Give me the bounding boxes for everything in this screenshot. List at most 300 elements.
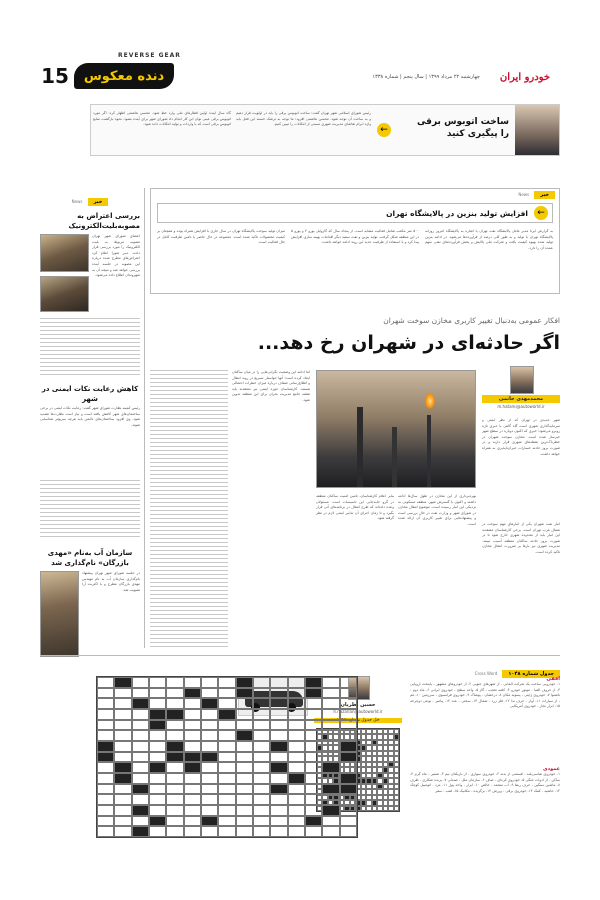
- sidebar-story1-headline: بررسی اعتراض به مصوبه‌بلیت‌الکترونیک: [68, 212, 140, 230]
- author-email: m.hatami@autoworld.ir: [497, 404, 545, 409]
- crossword-cell[interactable]: [97, 730, 114, 741]
- crossword-cell[interactable]: [149, 741, 166, 752]
- crossword-cell[interactable]: [132, 816, 149, 827]
- crossword-cell[interactable]: [270, 720, 287, 731]
- crossword-cell[interactable]: [149, 826, 166, 837]
- crossword-cell[interactable]: [340, 752, 357, 763]
- crossword-cell[interactable]: [340, 688, 357, 699]
- crossword-cell[interactable]: [322, 816, 339, 827]
- crossword-cell[interactable]: [322, 688, 339, 699]
- crossword-cell[interactable]: [114, 752, 131, 763]
- crossword-cell[interactable]: [184, 816, 201, 827]
- crossword-cell[interactable]: [149, 698, 166, 709]
- crossword-cell[interactable]: [132, 762, 149, 773]
- crossword-cell[interactable]: [288, 709, 305, 720]
- crossword-cell[interactable]: [305, 709, 322, 720]
- crossword-cell[interactable]: [270, 752, 287, 763]
- crossword-cell[interactable]: [184, 805, 201, 816]
- crossword-grid[interactable]: [96, 676, 358, 838]
- crossword-cell[interactable]: [340, 709, 357, 720]
- crossword-cell[interactable]: [114, 741, 131, 752]
- crossword-cell[interactable]: [132, 688, 149, 699]
- crossword-cell[interactable]: [253, 688, 270, 699]
- crossword-cell[interactable]: [253, 826, 270, 837]
- crossword-cell[interactable]: [340, 741, 357, 752]
- crossword-cell[interactable]: [114, 826, 131, 837]
- crossword-cell[interactable]: [322, 730, 339, 741]
- crossword-cell[interactable]: [372, 806, 377, 811]
- top-news-col1: به گزارش ایرنا مدیر عامل پالایشگاه نفت تهران با اشاره به پالایشگاه امروز روزانه پالایشگاه تهران با تولید و به طور کلی درصد از فرآورده‌ها می‌شود. در ادامه بنزین تولید شده بهبود کیفیت یافت و شرکت ملی پالایش و پخش فرآورده‌های نفتی سهم عمده آن را دارد.: [425, 229, 553, 250]
- crossword-cell[interactable]: [97, 826, 114, 837]
- crossword-cell[interactable]: [184, 720, 201, 731]
- crossword-cell[interactable]: [149, 816, 166, 827]
- crossword-cell[interactable]: [166, 794, 183, 805]
- crossword-cell[interactable]: [218, 698, 235, 709]
- date-line: چهارشنبه ۲۲ مرداد ۱۳۹۹ | سال پنجم | شماره ۱۳۳۸: [372, 74, 480, 80]
- designer-email: h.nazarian@autoworld.ir: [333, 709, 383, 714]
- crossword-cell[interactable]: [166, 773, 183, 784]
- crossword-cell[interactable]: [149, 752, 166, 763]
- author-box: [482, 366, 560, 414]
- crossword-cell[interactable]: [166, 677, 183, 688]
- crossword-cell[interactable]: [166, 730, 183, 741]
- crossword-cell[interactable]: [97, 698, 114, 709]
- crossword-cell[interactable]: [149, 709, 166, 720]
- masthead: [40, 52, 560, 98]
- crossword-cell[interactable]: [305, 762, 322, 773]
- crossword-cell[interactable]: [288, 773, 305, 784]
- crossword-cell[interactable]: [288, 794, 305, 805]
- crossword-cell[interactable]: [340, 762, 357, 773]
- crossword-cell[interactable]: [218, 688, 235, 699]
- crossword-cell[interactable]: [236, 709, 253, 720]
- crossword-cell[interactable]: [201, 762, 218, 773]
- crossword-cell[interactable]: [114, 698, 131, 709]
- crossword-cell[interactable]: [149, 784, 166, 795]
- crossword-cell[interactable]: [270, 762, 287, 773]
- crossword-cell[interactable]: [322, 741, 339, 752]
- crossword-cell[interactable]: [166, 752, 183, 763]
- crossword-cell[interactable]: [288, 698, 305, 709]
- crossword-cell[interactable]: [236, 826, 253, 837]
- crossword-cell[interactable]: [132, 730, 149, 741]
- crossword-cell[interactable]: [253, 773, 270, 784]
- crossword-cell[interactable]: [322, 720, 339, 731]
- crossword-cell[interactable]: [218, 794, 235, 805]
- crossword-label-text: جدول شماره ۱۰۴۸: [502, 670, 560, 678]
- crossword-cell[interactable]: [201, 688, 218, 699]
- crossword-cell[interactable]: [305, 720, 322, 731]
- crossword-cell[interactable]: [340, 784, 357, 795]
- crossword-cell[interactable]: [97, 784, 114, 795]
- crossword-cell[interactable]: [305, 816, 322, 827]
- crossword-cell[interactable]: [340, 794, 357, 805]
- crossword-cell[interactable]: [322, 773, 339, 784]
- crossword-cell[interactable]: [288, 784, 305, 795]
- crossword-cell[interactable]: [340, 698, 357, 709]
- sidebar-story1-photo-2: [40, 276, 89, 312]
- crossword-across: [410, 676, 560, 762]
- crossword-cell[interactable]: [218, 677, 235, 688]
- crossword-cell[interactable]: [97, 720, 114, 731]
- crossword-cell[interactable]: [97, 752, 114, 763]
- crossword-cell[interactable]: [184, 794, 201, 805]
- crossword-cell[interactable]: [288, 688, 305, 699]
- crossword-cell[interactable]: [201, 677, 218, 688]
- crossword-cell[interactable]: [149, 773, 166, 784]
- crossword-cell[interactable]: [166, 698, 183, 709]
- crossword-cell[interactable]: [201, 752, 218, 763]
- crossword-cell[interactable]: [184, 698, 201, 709]
- crossword-cell[interactable]: [97, 741, 114, 752]
- crossword-cell[interactable]: [132, 720, 149, 731]
- crossword-cell[interactable]: [340, 826, 357, 837]
- crossword-cell[interactable]: [218, 720, 235, 731]
- crossword-cell[interactable]: [114, 816, 131, 827]
- crossword-cell[interactable]: [340, 720, 357, 731]
- crossword-cell[interactable]: [132, 794, 149, 805]
- crossword-cell[interactable]: [253, 709, 270, 720]
- crossword-cell[interactable]: [366, 806, 371, 811]
- crossword-cell[interactable]: [184, 784, 201, 795]
- crossword-cell[interactable]: [184, 773, 201, 784]
- crossword-cell[interactable]: [236, 688, 253, 699]
- crossword-cell[interactable]: [253, 698, 270, 709]
- crossword-cell[interactable]: [270, 826, 287, 837]
- crossword-cell[interactable]: [305, 741, 322, 752]
- crossword-cell[interactable]: [288, 762, 305, 773]
- crossword-cell[interactable]: [132, 677, 149, 688]
- crossword-cell[interactable]: [184, 741, 201, 752]
- crossword-cell[interactable]: [166, 688, 183, 699]
- crossword-cell[interactable]: [305, 730, 322, 741]
- crossword-cell[interactable]: [201, 794, 218, 805]
- paper-logo-text: خودرو ایران: [499, 71, 551, 83]
- crossword-cell[interactable]: [236, 762, 253, 773]
- crossword-cell[interactable]: [253, 816, 270, 827]
- crossword-cell[interactable]: [114, 709, 131, 720]
- crossword-cell[interactable]: [132, 709, 149, 720]
- crossword-cell[interactable]: [236, 677, 253, 688]
- crossword-cell[interactable]: [97, 709, 114, 720]
- main-photo: [316, 370, 476, 488]
- crossword-cell[interactable]: [305, 794, 322, 805]
- banner-col1: رئیس شورای اسلامی شهر تهران گفت: ساخت اتوبوس برقی را باید در اولویت قرار دهیم و به ساخت آن توجه شود. محسن هاشمی افزود: ما توجه به ترشک خسته این فعل باید واژه ابرام تقاضای مدیریت شهری نسبتی از امکانات را تبیین کنیم.: [236, 111, 371, 127]
- crossword-cell[interactable]: [305, 698, 322, 709]
- photo-flame: [425, 393, 435, 409]
- crossword-cell[interactable]: [132, 805, 149, 816]
- sidebar-story3-photo: [40, 571, 79, 657]
- crossword-cell[interactable]: [322, 805, 339, 816]
- crossword-cell[interactable]: [114, 688, 131, 699]
- photo-chimney-2: [392, 427, 397, 487]
- crossword-cell[interactable]: [149, 688, 166, 699]
- crossword-cell[interactable]: [305, 688, 322, 699]
- top-news-headline-row: [157, 203, 553, 223]
- crossword-cell[interactable]: [322, 784, 339, 795]
- banner-headline-line1: ساخت اتوبوس برقی: [416, 117, 509, 127]
- crossword-cell[interactable]: [149, 762, 166, 773]
- crossword-cell[interactable]: [322, 709, 339, 720]
- crossword-cell[interactable]: [149, 720, 166, 731]
- banner-arrow-icon: ←: [377, 123, 391, 137]
- crossword-cell[interactable]: [201, 773, 218, 784]
- crossword-cell[interactable]: [270, 794, 287, 805]
- sidebar-story1-photo: [40, 234, 89, 272]
- crossword-cell[interactable]: [288, 741, 305, 752]
- section-title-badge: [74, 63, 174, 89]
- crossword-cell[interactable]: [236, 698, 253, 709]
- crossword-cell[interactable]: [322, 698, 339, 709]
- section-title: دنده معکوس: [83, 68, 165, 84]
- main-body3: بنابر اعلام کارشناسان، تامین امنیت ساکنان منطقه در گرو جابه‌جایی این تاسیسات است. مسئولان وعده داده‌اند که طرح انتقال در برنامه‌های آتی قرار بگیرد و تا زمان اجرای آن تدابیر ایمنی لازم در نظر گرفته شود.: [316, 494, 394, 521]
- crossword-cell[interactable]: [166, 826, 183, 837]
- crossword-cell[interactable]: [218, 709, 235, 720]
- crossword-down: [410, 766, 560, 842]
- top-news-col3: میزان تولید سوخت پالایشگاه تهران در سال جاری با افزایش همراه بوده و همچنان بر کیفیت محصولات تاکید شده است. مجموعه در حال حاضر با تامین ظرفیت کامل در حال فعالیت است.: [157, 229, 285, 245]
- crossword-cell[interactable]: [288, 816, 305, 827]
- crossword-cell[interactable]: [253, 730, 270, 741]
- crossword-cell[interactable]: [270, 816, 287, 827]
- crossword-cell[interactable]: [236, 741, 253, 752]
- across-title: افقی: [546, 676, 560, 682]
- main-headline: اگر حادثه‌ای در شهران رخ دهد...: [257, 332, 560, 354]
- crossword-cell[interactable]: [184, 752, 201, 763]
- crossword-cell[interactable]: [201, 698, 218, 709]
- crossword-cell[interactable]: [149, 794, 166, 805]
- crossword-cell[interactable]: [270, 773, 287, 784]
- down-clues: ۱- خودروی شاسی‌بلند - قسمتی از بدنه ۲- خودروی سواری - از بازیکنان تیم ۳- ضمیر - ماه گرم ۴- ساکن - از ادوات جنگی ۵- خودروی کره‌ای - صاف ۶- سازمان ملل - صندلی ۷- پرنده شکاری - ظرف ۸- ماشین سنگین - حرف ربط ۹- آب منجمد - خالص ۱۰- ابزار - واحد پول ۱۱- مرد - اتومبیل کوچک ۱۲- حاشیه - کمک ۱۳- خودروی برقی - ورزش ۱۴- برگزیده - مکانیک ۱۵- لقب - سفر: [410, 772, 560, 793]
- crossword-cell[interactable]: [97, 762, 114, 773]
- paper-logo: [490, 68, 560, 86]
- crossword-cell[interactable]: [305, 805, 322, 816]
- crossword-cell[interactable]: [166, 762, 183, 773]
- crossword-cell[interactable]: [340, 805, 357, 816]
- crossword-cell[interactable]: [184, 730, 201, 741]
- crossword-cell[interactable]: [166, 816, 183, 827]
- main-article: [150, 316, 560, 651]
- crossword-cell[interactable]: [166, 720, 183, 731]
- crossword-cell[interactable]: [270, 805, 287, 816]
- crossword-cell[interactable]: [201, 720, 218, 731]
- sidebar-story1-body: اعضای شورای شهر تهران مصوبه مربوط به بلیت الکترونیک را مورد بررسی قرار دادند. دبیر شورا اعلام کرد اعتراض‌های مطرح شده درباره این مصوبه در جلسه آینده بررسی خواهد شد و نتیجه آن به شهروندان اطلاع داده می‌شود.: [92, 234, 140, 278]
- crossword-cell[interactable]: [253, 720, 270, 731]
- top-news-col2: ۵۰۰ متر مکعب شامل فعالیت مشابه است. از پنجاه سال که گازوئیل یورو ۴ و یورو ۵ در این منطقه شکل گرفت، تولید بنزین و نفت سفید دیگر اقدامات بهینه سازی افزایش پیدا کرد و با استفاده از ظرفیت جدید این روند ادامه خواهد داشت.: [291, 229, 419, 245]
- crossword-cell[interactable]: [149, 677, 166, 688]
- top-news: [150, 188, 560, 294]
- sidebar-story2-continued: [40, 480, 140, 540]
- crossword-cell[interactable]: [132, 752, 149, 763]
- sidebar-divider: [144, 188, 145, 648]
- crossword-cell[interactable]: [388, 806, 393, 811]
- crossword-cell[interactable]: [218, 816, 235, 827]
- main-body1: انبار نفت شهران یکی از انبارهای مهم سوخت در شمال غرب تهران است. برخی کارشناسان معتقدند این انبار باید از محدوده شهری خارج شود تا در صورت بروز حادثه ساکنان منطقه آسیب نبینند. مدیریت شهری نیز بارها بر ضرورت انتقال مخازن تاکید کرده است.: [482, 522, 560, 554]
- crossword-cell[interactable]: [218, 784, 235, 795]
- sidebar-label-text: خبر: [88, 198, 109, 206]
- crossword-cell[interactable]: [218, 762, 235, 773]
- crossword-cell[interactable]: [305, 773, 322, 784]
- banner-headline: [399, 117, 509, 139]
- crossword-cell[interactable]: [288, 677, 305, 688]
- crossword-cell[interactable]: [201, 709, 218, 720]
- crossword-cell[interactable]: [236, 816, 253, 827]
- main-body5: [150, 370, 228, 648]
- author-avatar: [510, 366, 534, 394]
- crossword-cell[interactable]: [340, 730, 357, 741]
- crossword-cell[interactable]: [236, 730, 253, 741]
- crossword-cell[interactable]: [236, 794, 253, 805]
- main-lead: شهر جدیدی در تهران که از نظر ایمنی و سرمایه‌گذاری شهری است گاه گاهی با خبری تازه روبرو می‌شود؛ خبری که اکنون دوباره در سطح شهر خبرساز شده است. مخازن سوخت شهران در خطرناک‌ترین نقطه‌های شهری قرار دارند و در صورت بروز حادثه خسارات جبران‌ناپذیری به همراه خواهد داشت.: [482, 418, 560, 456]
- top-news-arrow-icon: ←: [534, 206, 548, 220]
- crossword-cell[interactable]: [322, 762, 339, 773]
- section-divider: [40, 655, 560, 656]
- top-news-label-en: News: [518, 192, 530, 197]
- across-clues: ۱- خودرویی ساخت یک شرکت آلمانی - از شهرهای جنوبی ۲- از خودروهای مشهور - پایتخت اروپایی ۳- از حروف الفبا - موتور خودرو ۴- کلمه تعجب - گاز ۵- واحد سطح - خودروی ایرانی ۶- ماه دوم - ناشنوا ۷- خودروی ژاپنی - پسوند مکان ۸- درخشان - پوشاک ۹- خودروی فرانسوی - سرزمین ۱۰- غم - از سیارات ۱۱- آواز - حرف ندا ۱۲- فلز زرد - شمال ۱۳- سختی - عدد ۱۴- پیامبر - نوعی دوچرخه ۱۵- ابزار نجار - خودروی آمریکایی: [410, 682, 560, 709]
- banner-story: [90, 104, 560, 156]
- crossword-cell[interactable]: [288, 720, 305, 731]
- crossword-cell[interactable]: [218, 741, 235, 752]
- crossword-cell[interactable]: [114, 677, 131, 688]
- crossword-cell[interactable]: [132, 826, 149, 837]
- sidebar-story3-headline: سازمان آب به‌نام «مهدی بازرگان» نام‌گذاری شد: [47, 549, 133, 567]
- crossword-cell[interactable]: [97, 805, 114, 816]
- crossword-cell[interactable]: [201, 805, 218, 816]
- top-news-headline: افزایش تولید بنزین در پالایشگاه تهران: [386, 208, 528, 218]
- top-news-label: [518, 181, 555, 200]
- photo-chimney-1: [357, 407, 363, 487]
- crossword-cell[interactable]: [132, 741, 149, 752]
- crossword-cell[interactable]: [322, 677, 339, 688]
- crossword-cell[interactable]: [218, 752, 235, 763]
- crossword-cell[interactable]: [340, 816, 357, 827]
- main-kicker: افکار عمومی به‌دنبال تغییر کاربری مخازن سوخت شهران: [383, 316, 560, 325]
- crossword-cell[interactable]: [270, 784, 287, 795]
- crossword-cell[interactable]: [184, 688, 201, 699]
- crossword-cell[interactable]: [166, 709, 183, 720]
- sidebar-label: [40, 188, 140, 207]
- designer-name: حسین نظریان: [340, 702, 376, 708]
- crossword-cell[interactable]: [184, 709, 201, 720]
- crossword-cell[interactable]: [114, 784, 131, 795]
- sidebar-story1-continued: [40, 318, 140, 376]
- crossword-cell[interactable]: [184, 826, 201, 837]
- crossword-cell[interactable]: [394, 806, 399, 811]
- crossword-cell[interactable]: [383, 806, 388, 811]
- crossword-cell[interactable]: [201, 816, 218, 827]
- section-subtitle: REVERSE GEAR: [118, 52, 181, 59]
- crossword-cell[interactable]: [114, 730, 131, 741]
- crossword-cell[interactable]: [132, 773, 149, 784]
- crossword-cell[interactable]: [132, 698, 149, 709]
- crossword-cell[interactable]: [270, 688, 287, 699]
- crossword-cell[interactable]: [149, 805, 166, 816]
- crossword-cell[interactable]: [114, 762, 131, 773]
- crossword-cell[interactable]: [236, 805, 253, 816]
- photo-chimney-3: [427, 415, 431, 487]
- crossword-cell[interactable]: [149, 730, 166, 741]
- crossword-cell[interactable]: [361, 806, 366, 811]
- crossword-cell[interactable]: [114, 805, 131, 816]
- crossword-cell[interactable]: [305, 752, 322, 763]
- crossword-cell[interactable]: [184, 762, 201, 773]
- banner-photo: [515, 105, 559, 155]
- crossword-cell[interactable]: [97, 794, 114, 805]
- crossword-cell[interactable]: [322, 826, 339, 837]
- crossword-cell[interactable]: [340, 677, 357, 688]
- crossword-cell[interactable]: [253, 741, 270, 752]
- crossword-cell[interactable]: [236, 773, 253, 784]
- crossword-cell[interactable]: [288, 730, 305, 741]
- sidebar-story2-headline: کاهش رعایت نکات ایمنی در شهر: [41, 385, 139, 403]
- crossword-cell[interactable]: [201, 730, 218, 741]
- crossword-cell[interactable]: [253, 794, 270, 805]
- crossword-cell[interactable]: [253, 677, 270, 688]
- crossword-cell[interactable]: [218, 730, 235, 741]
- crossword-cell[interactable]: [253, 762, 270, 773]
- crossword-cell[interactable]: [305, 677, 322, 688]
- main-body4: اما ادامه این وضعیت نگرانی‌هایی را در میان ساکنان ایجاد کرده است؛ آنها خواستار تسریع در روند انتقال و اطلاع‌رسانی شفاف درباره میزان خطرات احتمالی هستند. کارشناسان حوزه ایمنی نیز معتقدند باید نقشه جامع مدیریت بحران برای این منطقه تدوین شود.: [232, 370, 310, 402]
- crossword-cell[interactable]: [305, 784, 322, 795]
- crossword-cell[interactable]: [97, 773, 114, 784]
- crossword-cell[interactable]: [253, 752, 270, 763]
- crossword-cell[interactable]: [236, 752, 253, 763]
- crossword-cell[interactable]: [270, 677, 287, 688]
- down-title: عمودی: [542, 766, 560, 772]
- crossword-cell[interactable]: [270, 730, 287, 741]
- crossword-cell[interactable]: [114, 773, 131, 784]
- banner-col2: گاه سال آینده اولین قطارهای ملی وارد خط شود. محسن هاشمی اظهار کرد: اگر مورد اتوبوس برقی عینی توان این کار انجام داد شورای شهر برای آینده بشود. نحوه بازگشت منابع اتوبوس برقی است که با واردات و تولید امکانات داده شود.: [93, 111, 231, 127]
- crossword-cell[interactable]: [166, 741, 183, 752]
- crossword-cell[interactable]: [377, 806, 382, 811]
- top-news-label-text: خبر: [534, 191, 555, 199]
- crossword-cell[interactable]: [270, 741, 287, 752]
- crossword-cell[interactable]: [166, 805, 183, 816]
- crossword-cell[interactable]: [201, 741, 218, 752]
- crossword-cell[interactable]: [218, 773, 235, 784]
- crossword-cell[interactable]: [201, 784, 218, 795]
- crossword-cell[interactable]: [166, 784, 183, 795]
- crossword-cell[interactable]: [236, 720, 253, 731]
- crossword-cell[interactable]: [114, 794, 131, 805]
- crossword-cell[interactable]: [218, 826, 235, 837]
- crossword-cell[interactable]: [305, 826, 322, 837]
- page-number: 15: [41, 64, 69, 88]
- crossword-cell[interactable]: [201, 826, 218, 837]
- crossword-cell[interactable]: [270, 709, 287, 720]
- banner-headline-line2: را پیگیری کنید: [446, 129, 509, 139]
- crossword-cell[interactable]: [288, 826, 305, 837]
- crossword-cell[interactable]: [253, 784, 270, 795]
- sidebar-story3-body: در جلسه شورای شهر تهران پیشنهاد نام‌گذاری سازمان آب به نام مهندس مهدی بازرگان مطرح و با اکثریت آرا تصویب شد.: [82, 571, 140, 592]
- crossword-cell[interactable]: [340, 773, 357, 784]
- crossword-cell[interactable]: [114, 720, 131, 731]
- crossword-cell[interactable]: [270, 698, 287, 709]
- crossword-cell[interactable]: [236, 784, 253, 795]
- crossword-cell[interactable]: [132, 784, 149, 795]
- crossword-cell[interactable]: [184, 677, 201, 688]
- crossword-cell[interactable]: [288, 752, 305, 763]
- crossword-cell[interactable]: [97, 816, 114, 827]
- crossword-label-en: Cross Word: [474, 671, 498, 676]
- crossword-cell[interactable]: [97, 688, 114, 699]
- crossword-cell[interactable]: [288, 805, 305, 816]
- crossword-cell[interactable]: [322, 752, 339, 763]
- solution-label: حل جدول شماره ۱۰۴۷: [314, 718, 402, 723]
- crossword-cell[interactable]: [218, 805, 235, 816]
- crossword-cell[interactable]: [97, 677, 114, 688]
- crossword-cell[interactable]: [322, 794, 339, 805]
- crossword-cell[interactable]: [253, 805, 270, 816]
